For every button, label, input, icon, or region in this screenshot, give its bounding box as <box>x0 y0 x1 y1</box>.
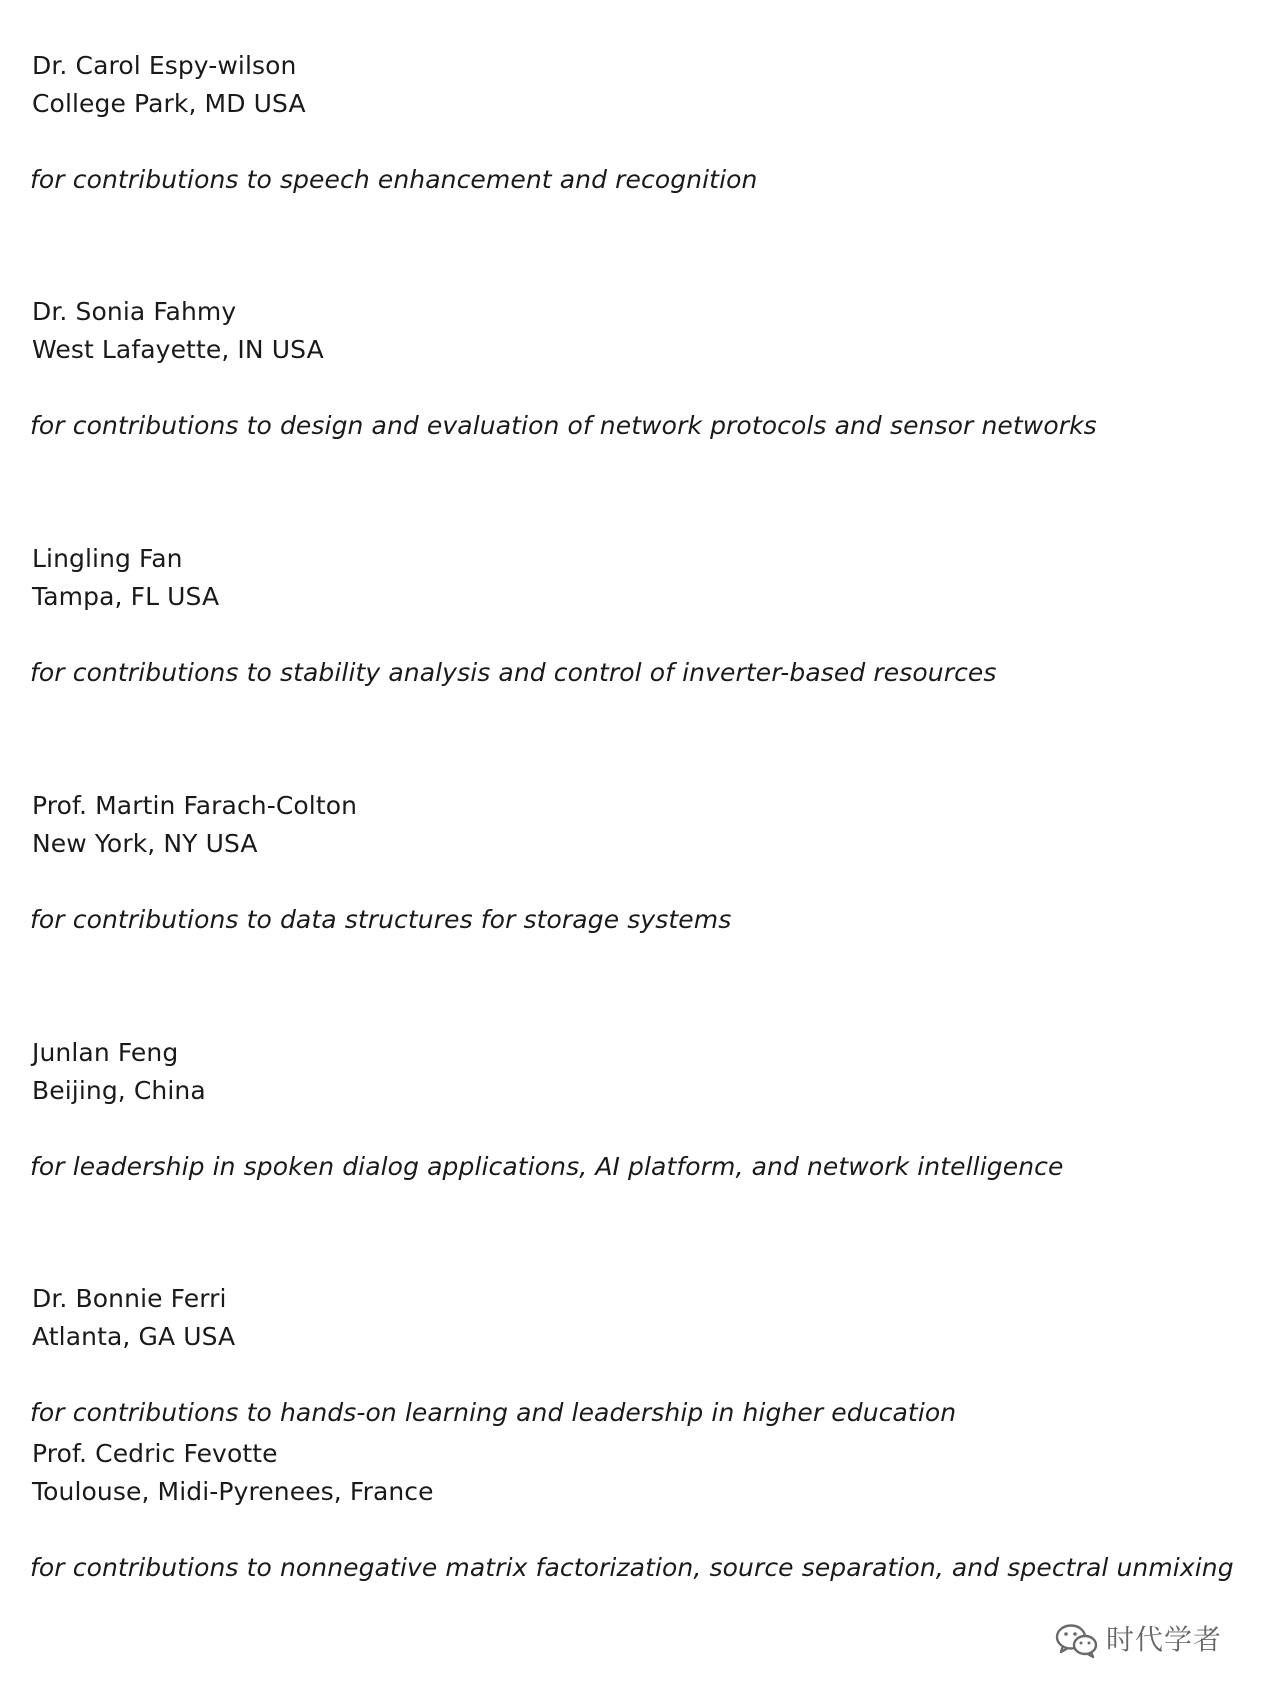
wechat-icon <box>1054 1621 1100 1659</box>
entry-name: Prof. Martin Farach-Colton <box>32 791 358 820</box>
entry-name: Junlan Feng <box>32 1038 179 1067</box>
entry-location: New York, NY USA <box>32 829 258 858</box>
watermark-text: 时代学者 <box>1106 1623 1223 1656</box>
entry-name: Dr. Carol Espy-wilson <box>32 51 297 80</box>
entry-location: West Lafayette, IN USA <box>32 335 324 364</box>
entry-location: Toulouse, Midi-Pyrenees, France <box>32 1477 434 1506</box>
entry-name: Lingling Fan <box>32 544 183 573</box>
entry-citation: for contributions to stability analysis and control of inverter-based resources <box>30 658 997 687</box>
entry-name: Prof. Cedric Fevotte <box>32 1439 278 1468</box>
entry-name: Dr. Sonia Fahmy <box>32 297 237 326</box>
entry-name: Dr. Bonnie Ferri <box>32 1284 227 1313</box>
watermark <box>1054 1620 1254 1660</box>
entry-citation: for leadership in spoken dialog applications, AI platform, and network intelligence <box>30 1152 1064 1181</box>
entry-location: Beijing, China <box>32 1076 206 1105</box>
entry-citation: for contributions to nonnegative matrix factorization, source separation, and spectral unmixing <box>30 1553 1234 1582</box>
entry-citation: for contributions to data structures for storage systems <box>30 905 732 934</box>
entry-location: College Park, MD USA <box>32 89 306 118</box>
entry-location: Atlanta, GA USA <box>32 1322 236 1351</box>
entry-citation: for contributions to hands-on learning and leadership in higher education <box>30 1398 957 1427</box>
entry-citation: for contributions to design and evaluation of network protocols and sensor networks <box>30 411 1097 440</box>
entry-citation: for contributions to speech enhancement and recognition <box>30 165 758 194</box>
entry-location: Tampa, FL USA <box>32 582 220 611</box>
